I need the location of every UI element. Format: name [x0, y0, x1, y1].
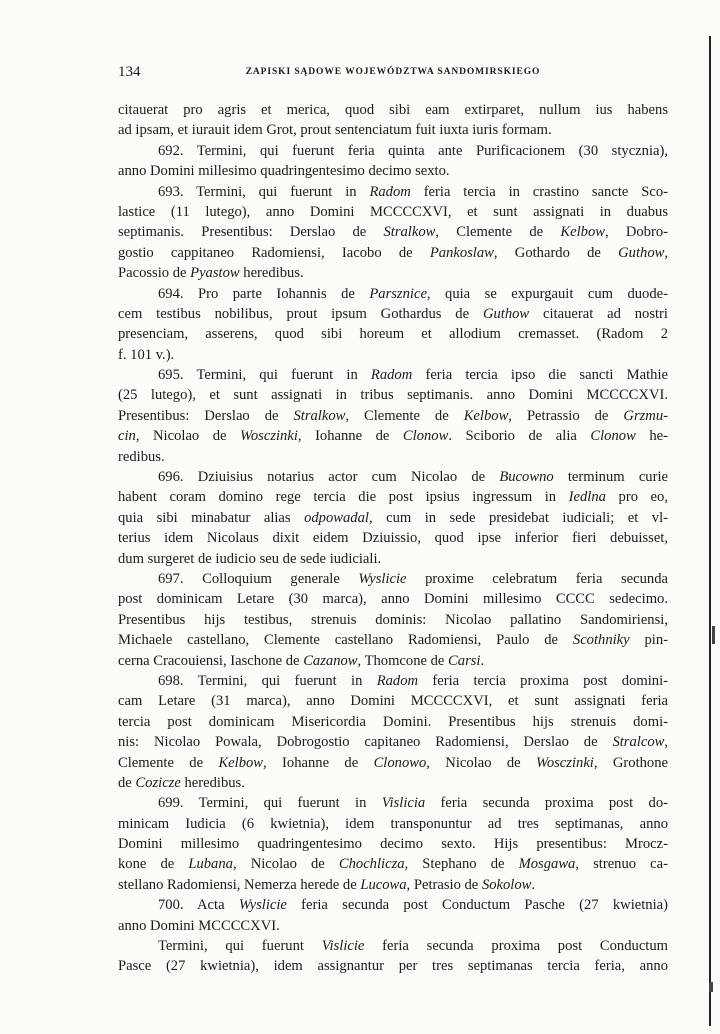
- text-segment: , Stephano de: [404, 856, 519, 873]
- italic-name: odpowadal: [304, 509, 369, 526]
- text-segment: gostio cappitaneo Radomiensi, Iacobo de: [118, 244, 430, 261]
- italic-name: Radom: [370, 367, 413, 384]
- text-segment: minicam Iudicia (6 kwietnia), idem transponuntur ad tres septimanas, anno: [118, 815, 668, 832]
- italic-name: Kelbow: [463, 407, 509, 424]
- text-line: [118, 691, 668, 711]
- italic-name: Kelbow: [218, 754, 264, 771]
- text-segment: presenciam, asserens, quod sibi horeum et allodium cremasset. (Radom 2: [118, 326, 668, 343]
- italic-name: Stralkow: [383, 224, 436, 241]
- text-segment: pro eo,: [605, 489, 668, 506]
- text-segment: , Dobro-: [604, 224, 668, 241]
- text-segment: feria tercia proxima post domini-: [418, 672, 668, 689]
- scan-mark: [709, 982, 713, 992]
- text-line: [118, 610, 668, 630]
- text-segment: kone de: [118, 856, 189, 873]
- text-segment: 692. Termini, qui fuerunt feria quinta ante Purificacionem (30 stycznia),: [158, 142, 668, 159]
- text-segment: 700. Acta: [158, 897, 239, 914]
- text-segment: 699. Termini, qui fuerunt in: [158, 795, 382, 812]
- text-segment: Presentibus hijs testibus, strenuis dominis: Nicolao pallatino Sandomiriensi,: [118, 611, 668, 628]
- text-segment: .: [531, 876, 536, 893]
- text-segment: de: [118, 774, 136, 791]
- text-line: [118, 549, 668, 569]
- italic-name: Vislicia: [381, 795, 426, 812]
- text-segment: Domini millesimo quadringentesimo decimo sexto. Hijs presentibus: Mrocz-: [118, 836, 668, 853]
- text-line: [118, 202, 668, 222]
- text-segment: redibus.: [118, 448, 165, 465]
- text-segment: quia sibi minabatur alias: [118, 509, 305, 526]
- text-segment: lastice (11 lutego), anno Domini MCCCCXVI, et sunt assignati in duabus: [118, 203, 668, 220]
- text-line: [118, 895, 668, 915]
- text-line: [118, 447, 668, 467]
- italic-name: Iedlna: [568, 489, 606, 506]
- text-line: [118, 936, 668, 956]
- page-header: [118, 64, 668, 84]
- text-line: [118, 161, 668, 181]
- text-line: [118, 793, 668, 813]
- text-segment: , Nicolao de: [426, 754, 537, 771]
- italic-name: Radom: [369, 183, 411, 200]
- text-segment: , Clemente de: [345, 407, 464, 424]
- text-line: [118, 814, 668, 834]
- scan-mark: [712, 626, 715, 644]
- text-line: [118, 304, 668, 324]
- text-segment: pin-: [629, 632, 668, 649]
- text-line: [118, 141, 668, 161]
- text-segment: citauerat ad nostri: [529, 305, 668, 322]
- text-segment: , Nicolao de: [135, 428, 241, 445]
- text-segment: Termini, qui fuerunt: [158, 938, 322, 955]
- text-line: [118, 263, 668, 283]
- italic-name: Wyslicie: [358, 570, 407, 587]
- text-segment: .: [480, 652, 485, 669]
- text-line: [118, 182, 668, 202]
- text-line: [118, 651, 668, 671]
- text-segment: , Clemente de: [435, 224, 561, 241]
- text-line: [118, 467, 668, 487]
- text-segment: (25 lutego), et sunt assignati in tribus septimanis. anno Domini MCCCCXVI.: [118, 387, 668, 404]
- italic-name: Sokolow: [481, 876, 532, 893]
- text-segment: , Petrassio de: [508, 407, 624, 424]
- text-segment: ,: [664, 244, 668, 261]
- italic-name: Wyslicie: [238, 897, 287, 914]
- text-segment: nis: Nicolao Powala, Dobrogostio capitaneo Radomiensi, Derslao de: [118, 734, 613, 751]
- italic-name: Wosczinki: [240, 428, 298, 445]
- text-segment: proxime celebratum feria secunda: [406, 570, 668, 587]
- text-segment: Pacossio de: [118, 265, 191, 282]
- text-line: [118, 630, 668, 650]
- text-segment: f. 101 v.).: [118, 346, 175, 363]
- text-segment: ad ipsam, et iurauit idem Grot, prout sentenciatum fuit iuxta iuris formam.: [118, 122, 552, 139]
- italic-name: Clonow: [402, 428, 449, 445]
- text-segment: anno Domini millesimo quadringentesimo decimo sexto.: [118, 163, 450, 180]
- text-segment: . Sciborio de alia: [448, 428, 591, 445]
- text-segment: 696. Dziuisius notarius actor cum Nicolao de: [158, 469, 500, 486]
- italic-name: Lucowa: [360, 876, 407, 893]
- italic-name: Carsi: [448, 652, 481, 669]
- text-line: [118, 854, 668, 874]
- text-line: [118, 487, 668, 507]
- text-line: [118, 100, 668, 120]
- text-line: [118, 508, 668, 528]
- italic-name: Radom: [376, 672, 419, 689]
- italic-name: Scothniky: [572, 632, 630, 649]
- text-segment: feria secunda proxima post do-: [425, 795, 668, 812]
- text-line: [118, 569, 668, 589]
- text-segment: cerna Cracouiensi, Iaschone de: [118, 652, 304, 669]
- text-segment: Presentibus: Derslao de: [118, 407, 294, 424]
- italic-name: Stralkow: [293, 407, 346, 424]
- text-line: [118, 916, 668, 936]
- italic-name: Mosgawa: [518, 856, 576, 873]
- text-segment: , cum in sede presidebat iudiciali; et vl-: [368, 509, 669, 526]
- italic-name: Cozicze: [135, 774, 181, 791]
- text-segment: 693. Termini, qui fuerunt in: [158, 183, 370, 200]
- running-title: ZAPISKI SĄDOWE WOJEWÓDZTWA SANDOMIRSKIEGO: [245, 67, 541, 77]
- text-line: [118, 834, 668, 854]
- text-line: [118, 875, 668, 895]
- text-segment: dum surgeret de iudicio seu de sede iudiciali.: [118, 550, 382, 567]
- italic-name: Clonowo: [373, 754, 427, 771]
- text-segment: feria secunda proxima post Conductum: [364, 938, 668, 955]
- text-segment: habent coram domino rege tercia die post ipsius ingressum in: [118, 489, 569, 506]
- text-segment: , Petrasio de: [406, 876, 482, 893]
- italic-name: Kelbow: [560, 224, 605, 241]
- text-segment: tercia post dominicam Misericordia Domini. Presentibus hijs strenuis domi-: [118, 713, 668, 730]
- text-segment: , Iohanne de: [297, 428, 403, 445]
- text-segment: , strenuo ca-: [575, 856, 668, 873]
- main-text: [118, 100, 668, 977]
- text-segment: Clemente de: [118, 754, 219, 771]
- text-segment: anno Domini MCCCCXVI.: [118, 917, 280, 934]
- text-line: [118, 345, 668, 365]
- text-segment: septimanis. Presentibus: Derslao de: [118, 224, 384, 241]
- text-line: [118, 426, 668, 446]
- text-segment: , Iohanne de: [263, 754, 374, 771]
- italic-name: Chochlicza: [338, 856, 405, 873]
- italic-name: Grzmu-: [623, 407, 668, 424]
- text-line: [118, 773, 668, 793]
- italic-name: Parsznice: [369, 285, 427, 302]
- italic-name: Pankoslaw: [429, 244, 494, 261]
- text-line: [118, 589, 668, 609]
- text-line: [118, 753, 668, 773]
- italic-name: Cazanow: [303, 652, 358, 669]
- text-line: [118, 284, 668, 304]
- text-segment: , Thomcone de: [357, 652, 449, 669]
- italic-name: Lubana: [188, 856, 233, 873]
- text-segment: feria secunda post Conductum Pasche (27 kwietnia): [286, 897, 668, 914]
- text-line: [118, 365, 668, 385]
- text-line: [118, 222, 668, 242]
- text-segment: post dominicam Letare (30 marca), anno Domini millesimo CCCC sedecimo.: [118, 591, 668, 608]
- text-line: [118, 732, 668, 752]
- italic-name: Pyastow: [190, 265, 240, 282]
- page-number: 134: [118, 64, 141, 80]
- text-segment: citauerat pro agris et merica, quod sibi eam extirparet, nullum ius habens: [118, 102, 668, 118]
- text-segment: heredibus.: [239, 265, 304, 282]
- italic-name: cin: [118, 428, 136, 445]
- italic-name: Guthow: [482, 305, 530, 322]
- text-segment: feria tercia in crastino sancte Sco-: [410, 183, 668, 200]
- scan-edge-rule: [709, 36, 711, 1026]
- text-segment: he-: [635, 428, 668, 445]
- text-segment: terminum curie: [553, 469, 668, 486]
- text-segment: terius idem Nicolaus dixit eidem Dziuissio, quod ipse inferior fieri debuisset,: [118, 530, 668, 547]
- text-segment: 697. Colloquium generale: [158, 570, 359, 587]
- italic-name: Wosczinki: [536, 754, 594, 771]
- text-segment: 694. Pro parte Iohannis de: [158, 285, 370, 302]
- text-segment: , quia se expurgauit cum duode-: [426, 285, 668, 302]
- text-segment: cem testibus nobilibus, prout ipsum Gothardus de: [118, 305, 483, 322]
- italic-name: Vislicie: [321, 938, 365, 955]
- italic-name: Guthow: [618, 244, 665, 261]
- italic-name: Bucowno: [499, 469, 554, 486]
- text-line: [118, 385, 668, 405]
- italic-name: Stralcow: [612, 734, 665, 751]
- text-segment: Pasce (27 kwietnia), idem assignantur per tres septimanas tercia feria, anno: [118, 958, 668, 975]
- text-line: [118, 956, 668, 976]
- text-line: [118, 528, 668, 548]
- text-line: [118, 243, 668, 263]
- text-line: [118, 671, 668, 691]
- text-segment: feria tercia ipso die sancti Mathie: [412, 367, 668, 384]
- text-line: [118, 712, 668, 732]
- text-segment: cam Letare (31 marca), anno Domini MCCCCXVI, et sunt assignati feria: [118, 693, 668, 710]
- text-segment: ,: [664, 734, 668, 751]
- text-line: [118, 120, 668, 140]
- text-line: [118, 406, 668, 426]
- text-segment: Michaele castellano, Clemente castellano Radomiensi, Paulo de: [118, 632, 573, 649]
- text-segment: heredibus.: [180, 774, 245, 791]
- text-segment: , Nicolao de: [232, 856, 339, 873]
- text-segment: , Gothardo de: [493, 244, 619, 261]
- text-segment: stellano Radomiensi, Nemerza herede de: [118, 876, 361, 893]
- italic-name: Clonow: [590, 428, 636, 445]
- text-line: [118, 324, 668, 344]
- text-segment: 695. Termini, qui fuerunt in: [158, 367, 371, 384]
- text-segment: 698. Termini, qui fuerunt in: [158, 672, 377, 689]
- text-segment: , Grothone: [593, 754, 668, 771]
